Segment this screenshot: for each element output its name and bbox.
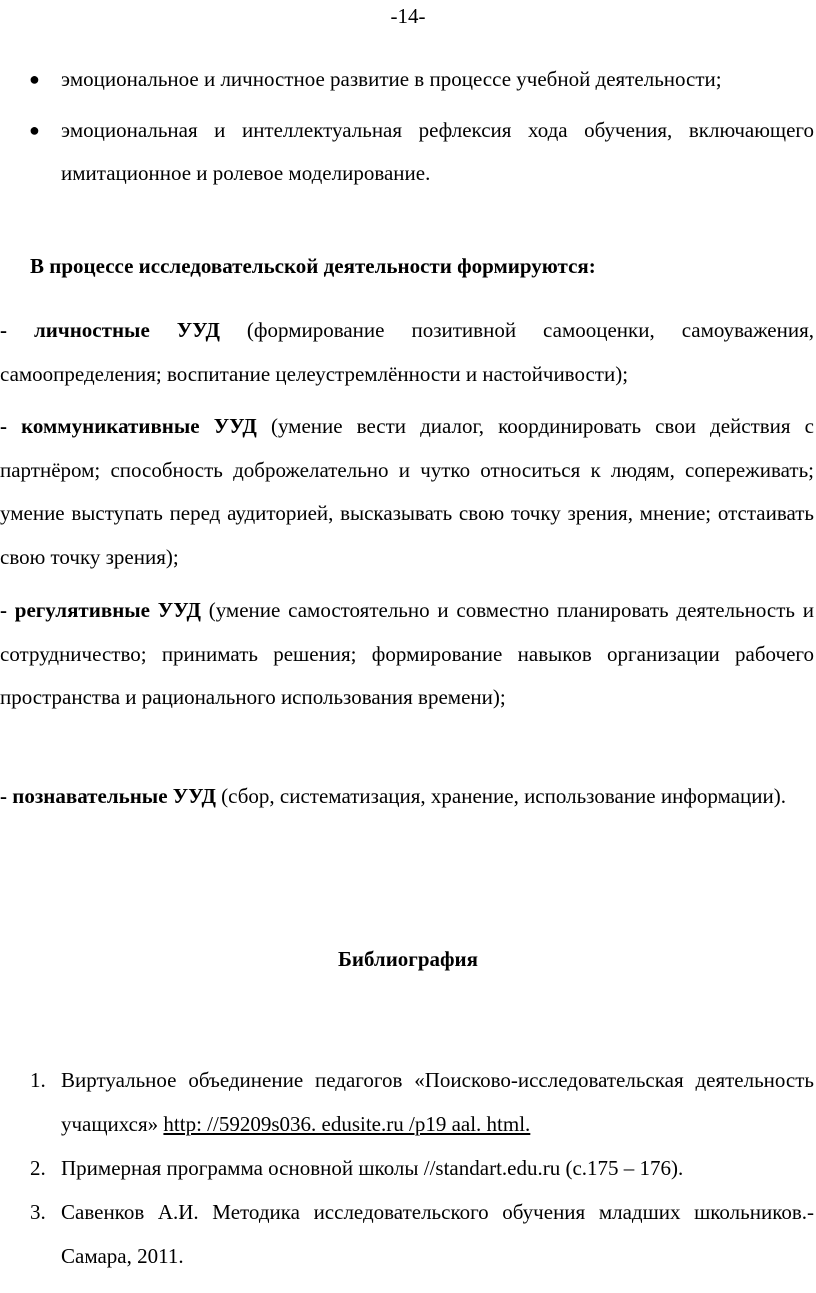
source-link[interactable]: http: //59209s036. edusite.ru /p19 aal. html.	[163, 1112, 531, 1136]
uud-label: - познавательные УУД	[0, 784, 216, 808]
bibliography-title: Библиография	[337, 947, 479, 971]
intro-heading: В процессе исследовательской деятельности формируются:	[30, 254, 596, 278]
page-number: -14-	[390, 4, 426, 28]
bibliography-item	[0, 1190, 816, 1278]
uud-label: - коммуникативные УУД	[0, 414, 257, 438]
item-number: 3.	[30, 1200, 46, 1224]
bullet-dot-icon: ●	[29, 120, 40, 140]
item-text: Примерная программа основной школы //standart.edu.ru (с.175 – 176).	[61, 1156, 684, 1180]
bullet-list	[0, 58, 816, 203]
uud-personal	[0, 309, 814, 396]
bibliography-item	[0, 1058, 816, 1146]
uud-communicative	[0, 405, 814, 579]
bibliography-list	[0, 1058, 816, 1278]
bullet-text: эмоциональное и личностное развитие в процессе учебной деятельности;	[61, 67, 722, 91]
uud-text: (умение вести диалог, координировать свои действия с партнёром; способность доброжелательно и чутко относиться к людям, сопереживать; умение выступать перед аудиторией, высказывать свою точку зрения, мнение; отстаивать свою точку зрения);	[0, 414, 814, 569]
bullet-dot-icon: ●	[29, 69, 40, 89]
bullet-text: эмоциональная и интеллектуальная рефлексия хода обучения, включающего имитационное и ролевое моделирование.	[61, 118, 814, 185]
item-number: 1.	[30, 1068, 46, 1092]
bullet-item	[0, 58, 816, 101]
item-text: Виртуальное объединение педагогов «Поисково-исследовательская деятельность учащихся»	[61, 1068, 814, 1136]
uud-regulatory	[0, 589, 814, 720]
bibliography-item	[0, 1146, 816, 1190]
item-text: Савенков А.И. Методика исследовательского обучения младших школьников.- Самара, 2011.	[61, 1200, 814, 1268]
uud-label: - регулятивные УУД	[0, 598, 201, 622]
uud-text: (сбор, систематизация, хранение, использование информации).	[215, 784, 787, 808]
uud-label: - личностные УУД	[0, 318, 220, 342]
uud-cognitive	[0, 775, 814, 819]
uud-text: (умение самостоятельно и совместно планировать деятельность и сотрудничество; принимать решения; формирование навыков организации рабочего пространства и рационального использования времени);	[0, 598, 814, 709]
bullet-item	[0, 109, 816, 195]
item-number: 2.	[30, 1156, 46, 1180]
uud-text: (формирование позитивной самооценки, самоуважения, самоопределения; воспитание целеустремлённости и настойчивости);	[0, 318, 815, 386]
